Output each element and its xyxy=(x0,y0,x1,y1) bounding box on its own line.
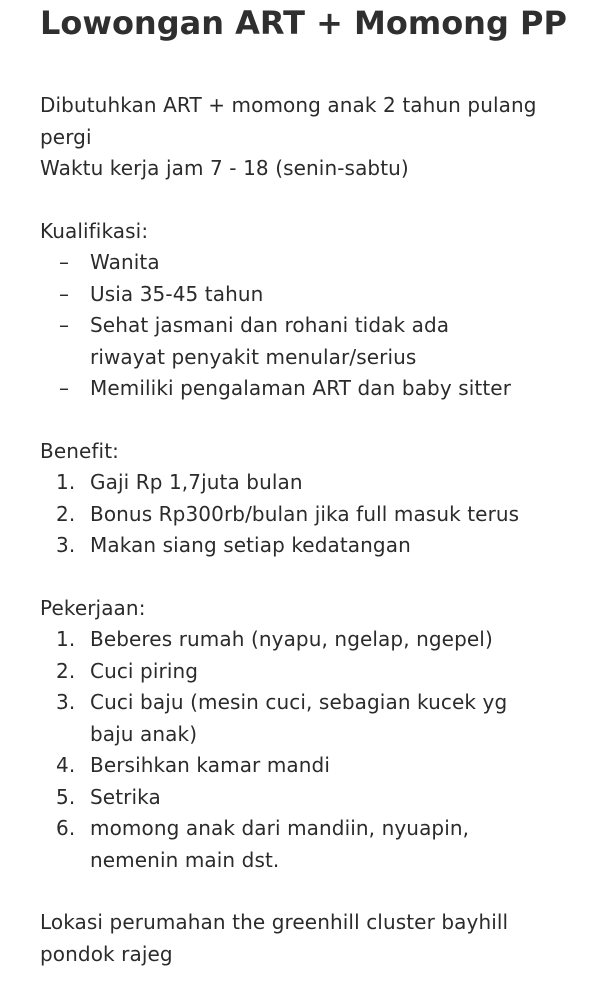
list-marker: 4. xyxy=(56,753,76,777)
list-item-text: Sehat jasmani dan rohani tidak ada riwayat penyakit menular/serius xyxy=(90,313,450,369)
list-item-text: Memiliki pengalaman ART dan baby sitter xyxy=(90,376,512,400)
list-item xyxy=(40,467,591,499)
list-item-text: momong anak dari mandiin, nyuapin, nemenin main dst. xyxy=(90,816,470,872)
qualification-section xyxy=(40,216,591,405)
intro-description: Dibutuhkan ART + momong anak 2 tahun pulang pergi xyxy=(40,93,537,149)
job-duties-list xyxy=(40,624,591,876)
list-item-text: Makan siang setiap kedatangan xyxy=(90,533,411,557)
list-marker: – xyxy=(59,281,70,306)
benefit-heading: Benefit: xyxy=(40,438,119,463)
qualification-heading: Kualifikasi: xyxy=(40,218,149,243)
list-item xyxy=(40,373,591,405)
list-marker: 5. xyxy=(56,784,76,809)
location-text: Lokasi perumahan the greenhill cluster bayhill pondok rajeg xyxy=(40,910,509,966)
list-item-text: Wanita xyxy=(90,250,160,274)
list-item-text: Cuci baju (mesin cuci, sebagian kucek yg baju anak) xyxy=(90,690,508,746)
list-marker: 3. xyxy=(56,690,76,714)
list-marker: 2. xyxy=(56,501,76,526)
job-duties-section xyxy=(40,593,591,877)
location-block xyxy=(40,907,591,970)
list-marker: – xyxy=(59,313,70,337)
intro-block xyxy=(40,90,591,185)
list-marker: 1. xyxy=(56,627,76,651)
list-item-text: Beberes rumah (nyapu, ngelap, ngepel) xyxy=(90,627,493,651)
qualification-list xyxy=(40,247,591,405)
job-duties-heading: Pekerjaan: xyxy=(40,595,146,620)
list-marker: – xyxy=(59,250,70,274)
list-item xyxy=(40,687,550,750)
list-marker: – xyxy=(59,376,70,400)
list-item xyxy=(40,279,591,311)
list-item-text: Bonus Rp300rb/bulan jika full masuk terus xyxy=(90,501,520,526)
benefit-section xyxy=(40,436,591,562)
list-item xyxy=(40,813,550,876)
list-marker: 6. xyxy=(56,816,76,840)
list-item xyxy=(40,310,530,373)
list-item-text: Gaji Rp 1,7juta bulan xyxy=(90,470,303,494)
list-item-text: Setrika xyxy=(90,784,161,809)
list-marker: 1. xyxy=(56,470,76,494)
list-item-text: Bersihkan kamar mandi xyxy=(90,753,330,777)
list-item-text: Cuci piring xyxy=(90,658,199,683)
list-marker: 2. xyxy=(56,658,76,683)
list-item xyxy=(40,247,591,279)
benefit-list xyxy=(40,467,591,562)
list-item xyxy=(40,750,591,782)
list-item xyxy=(40,656,591,688)
working-hours: Waktu kerja jam 7 - 18 (senin-sabtu) xyxy=(40,156,409,180)
list-marker: 3. xyxy=(56,533,76,557)
list-item-text: Usia 35-45 tahun xyxy=(90,281,264,306)
list-item xyxy=(40,782,591,814)
list-item xyxy=(40,530,591,562)
page-title: Lowongan ART + Momong PP xyxy=(40,4,567,42)
list-item xyxy=(40,499,591,531)
list-item xyxy=(40,624,591,656)
